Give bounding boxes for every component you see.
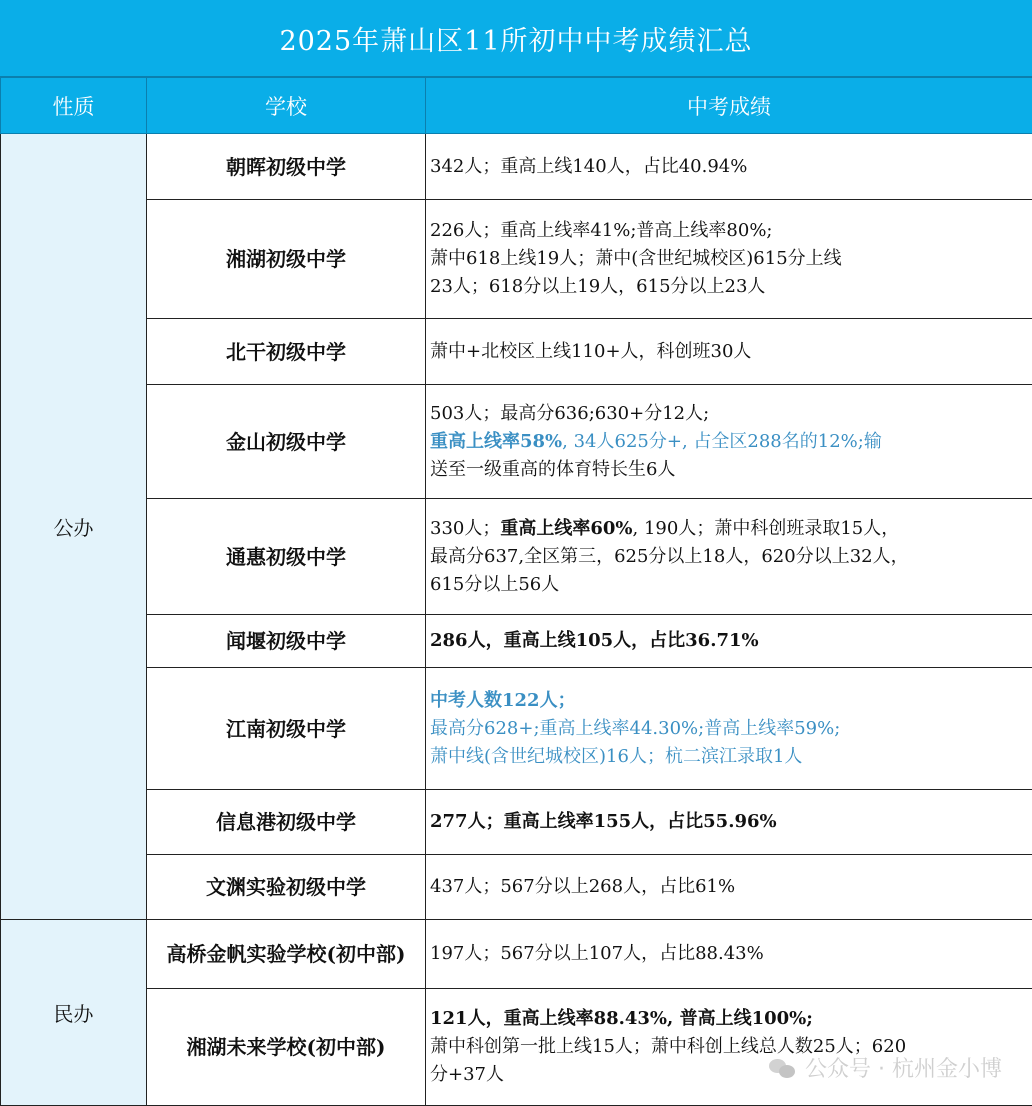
score-text: 萧中618上线19人；萧中(含世纪城校区)615分上线	[430, 248, 842, 269]
score-cell	[426, 989, 1032, 1106]
score-text: 重高上线率58%	[430, 431, 562, 452]
score-line	[430, 743, 1026, 771]
table-row	[1, 615, 1032, 668]
score-text: 萧中科创第一批上线15人；萧中科创上线总人数25人；620	[430, 1036, 906, 1057]
table-row	[1, 499, 1032, 615]
score-text: 503人；最高分636;630+分12人;	[430, 403, 709, 424]
score-line	[430, 400, 1026, 428]
score-text: 197人；567分以上107人，占比88.43%	[430, 943, 764, 964]
table-row	[1, 790, 1032, 855]
score-cell	[426, 855, 1032, 920]
school-name: 湘湖未来学校(初中部)	[147, 989, 426, 1106]
table-row	[1, 319, 1032, 385]
score-line	[430, 627, 1026, 655]
school-name: 朝晖初级中学	[147, 134, 426, 200]
score-line	[430, 543, 1026, 571]
table-row	[1, 920, 1032, 989]
score-text: 437人；567分以上268人，占比61%	[430, 876, 735, 897]
page-title: 2025年萧山区11所初中中考成绩汇总	[0, 0, 1032, 77]
header-type: 性质	[1, 78, 147, 134]
table-row	[1, 134, 1032, 200]
group-public: 公办	[1, 134, 147, 920]
score-line	[430, 153, 1026, 181]
score-line	[430, 217, 1026, 245]
school-name: 高桥金帆实验学校(初中部)	[147, 920, 426, 989]
score-line	[430, 273, 1026, 301]
score-line	[430, 456, 1026, 484]
score-line	[430, 808, 1026, 836]
score-text: , 34人625分+, 占全区288名的12%;输	[562, 431, 882, 452]
score-cell	[426, 668, 1032, 790]
score-text: 277人；重高上线率155人，占比55.96%	[430, 811, 777, 832]
score-text: 615分以上56人	[430, 574, 559, 595]
score-line	[430, 245, 1026, 273]
score-text: 送至一级重高的体育特长生6人	[430, 459, 675, 480]
school-name: 信息港初级中学	[147, 790, 426, 855]
score-cell	[426, 615, 1032, 668]
score-text: 226人；重高上线率41%;普高上线率80%;	[430, 220, 773, 241]
score-text: 23人；618分以上19人，615分以上23人	[430, 276, 765, 297]
score-text: 最高分637,全区第三，625分以上18人，620分以上32人，	[430, 546, 909, 567]
school-name: 金山初级中学	[147, 385, 426, 499]
score-cell	[426, 920, 1032, 989]
school-name: 文渊实验初级中学	[147, 855, 426, 920]
score-text: 萧中线(含世纪城校区)16人；杭二滨江录取1人	[430, 746, 802, 767]
header-school: 学校	[147, 78, 426, 134]
score-line	[430, 338, 1026, 366]
score-line	[430, 687, 1026, 715]
score-text: 342人；重高上线140人，占比40.94%	[430, 156, 747, 177]
score-text: 121人，重高上线率88.43%, 普高上线100%;	[430, 1008, 813, 1029]
score-text: 286人，重高上线105人，占比36.71%	[430, 630, 759, 651]
score-line	[430, 515, 1026, 543]
score-cell	[426, 200, 1032, 319]
school-name: 闻堰初级中学	[147, 615, 426, 668]
school-name: 北干初级中学	[147, 319, 426, 385]
score-cell	[426, 134, 1032, 200]
group-private: 民办	[1, 920, 147, 1106]
school-name: 湘湖初级中学	[147, 200, 426, 319]
school-name: 江南初级中学	[147, 668, 426, 790]
table-row	[1, 855, 1032, 920]
score-line	[430, 1005, 1026, 1033]
score-line	[430, 571, 1026, 599]
header-score: 中考成绩	[426, 78, 1032, 134]
score-text: 重高上线率60%	[500, 518, 632, 539]
table-row	[1, 385, 1032, 499]
score-text: 330人；	[430, 518, 500, 539]
score-cell	[426, 319, 1032, 385]
score-cell	[426, 499, 1032, 615]
watermark-text: 公众号 · 杭州金小博	[805, 1052, 1002, 1083]
table-header-row	[1, 78, 1032, 134]
watermark	[769, 1052, 1002, 1083]
score-text: 最高分628+;重高上线率44.30%;普高上线率59%;	[430, 718, 840, 739]
table-row	[1, 668, 1032, 790]
score-text: 萧中+北校区上线110+人，科创班30人	[430, 341, 751, 362]
score-line	[430, 715, 1026, 743]
table-row	[1, 989, 1032, 1106]
results-table	[0, 77, 1032, 1106]
score-line	[430, 428, 1026, 456]
wechat-icon	[769, 1057, 797, 1079]
score-text: 中考人数122人；	[430, 690, 576, 711]
score-text: 分+37人	[430, 1064, 504, 1085]
score-cell	[426, 385, 1032, 499]
score-line	[430, 940, 1026, 968]
score-cell	[426, 790, 1032, 855]
school-name: 通惠初级中学	[147, 499, 426, 615]
score-text: , 190人；萧中科创班录取15人，	[633, 518, 900, 539]
score-line	[430, 873, 1026, 901]
table-row	[1, 200, 1032, 319]
